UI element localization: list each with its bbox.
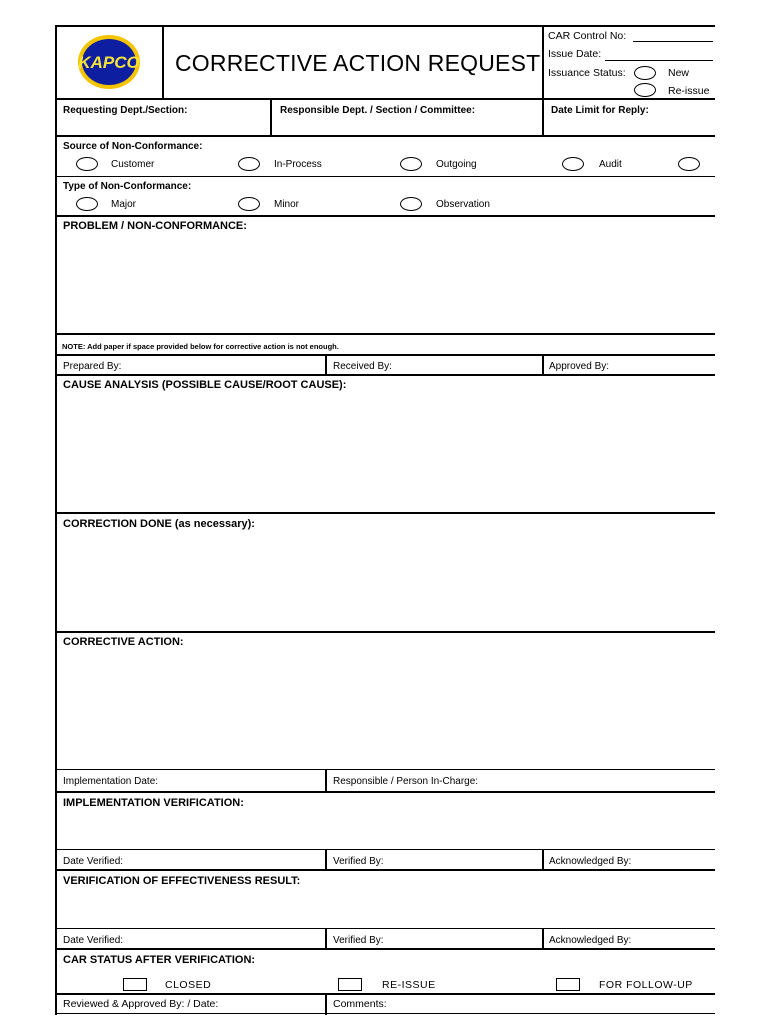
responsible-dept-label: Responsible Dept. / Section / Committee: [280, 105, 476, 116]
note-text: NOTE: Add paper if space provided below for corrective action is not enough. [62, 342, 339, 351]
car-control-no-field[interactable] [633, 41, 713, 42]
reviewed-approved-label: Reviewed & Approved By: / Date: [63, 998, 219, 1010]
received-by-label: Received By: [333, 361, 392, 372]
implementation-date-label: Implementation Date: [63, 776, 159, 787]
requesting-dept-label: Requesting Dept./Section: [63, 105, 188, 116]
impl-verified-by-label: Verified By: [333, 856, 384, 867]
type-major-label: Major [111, 199, 137, 210]
eff-acknowledged-by-label: Acknowledged By: [549, 935, 632, 946]
correction-heading: CORRECTION DONE (as necessary): [63, 518, 255, 530]
form-title: CORRECTIVE ACTION REQUEST [175, 50, 541, 76]
date-limit-label: Date Limit for Reply: [551, 105, 649, 116]
issue-date-field[interactable] [605, 60, 713, 61]
type-minor-label: Minor [274, 199, 300, 210]
problem-heading: PROBLEM / NON-CONFORMANCE: [63, 220, 247, 232]
source-label: Source of Non-Conformance: [63, 141, 203, 152]
responsible-person-label: Responsible / Person In-Charge: [333, 776, 479, 787]
status-followup-label: FOR FOLLOW-UP [599, 979, 693, 991]
problem-text-area[interactable] [58, 236, 713, 332]
type-label: Type of Non-Conformance: [63, 181, 192, 192]
type-major-radio[interactable] [76, 197, 98, 211]
status-closed-checkbox[interactable] [123, 978, 147, 991]
car-control-no-label: CAR Control No: [548, 30, 627, 42]
eff-date-verified-label: Date Verified: [63, 935, 124, 946]
source-customer-radio[interactable] [76, 157, 98, 171]
svg-text:KAPCO: KAPCO [78, 53, 140, 72]
company-logo [76, 33, 142, 91]
status-reissue-radio[interactable] [634, 83, 656, 97]
car-status-heading: CAR STATUS AFTER VERIFICATION: [63, 954, 256, 966]
cause-analysis-text-area[interactable] [58, 395, 713, 510]
corrective-action-heading: CORRECTIVE ACTION: [63, 636, 184, 648]
type-minor-radio[interactable] [238, 197, 260, 211]
impl-date-verified-label: Date Verified: [63, 856, 124, 867]
impl-acknowledged-by-label: Acknowledged By: [549, 856, 632, 867]
eff-verified-by-label: Verified By: [333, 935, 384, 946]
effectiveness-text-area[interactable] [58, 891, 713, 927]
cause-analysis-heading: CAUSE ANALYSIS (POSSIBLE CAUSE/ROOT CAUSE): [63, 379, 347, 391]
source-inprocess-label: In-Process [274, 159, 322, 170]
source-audit-radio[interactable] [562, 157, 584, 171]
effectiveness-heading: VERIFICATION OF EFFECTIVENESS RESULT: [63, 875, 301, 887]
source-other-radio[interactable] [678, 157, 700, 171]
status-reissue-label: Re-issue [668, 85, 710, 97]
status-followup-checkbox[interactable] [556, 978, 580, 991]
source-inprocess-radio[interactable] [238, 157, 260, 171]
implementation-verification-text-area[interactable] [58, 812, 713, 848]
issuance-status-label: Issuance Status: [548, 67, 626, 79]
implementation-verification-heading: IMPLEMENTATION VERIFICATION: [63, 797, 244, 809]
issue-date-label: Issue Date: [548, 48, 602, 60]
status-reissue-checkbox[interactable] [338, 978, 362, 991]
status-new-radio[interactable] [634, 66, 656, 80]
correction-text-area[interactable] [58, 534, 713, 629]
type-observation-label: Observation [436, 199, 490, 210]
source-outgoing-label: Outgoing [436, 159, 477, 170]
source-outgoing-radio[interactable] [400, 157, 422, 171]
source-audit-label: Audit [599, 159, 622, 170]
status-closed-label: CLOSED [165, 979, 212, 991]
prepared-by-label: Prepared By: [63, 361, 122, 372]
status-reissue-label: RE-ISSUE [382, 979, 436, 991]
comments-label: Comments: [333, 998, 387, 1010]
corrective-action-text-area[interactable] [58, 652, 713, 767]
source-customer-label: Customer [111, 159, 155, 170]
approved-by-label: Approved By: [549, 361, 610, 372]
type-observation-radio[interactable] [400, 197, 422, 211]
status-new-label: New [668, 67, 690, 79]
